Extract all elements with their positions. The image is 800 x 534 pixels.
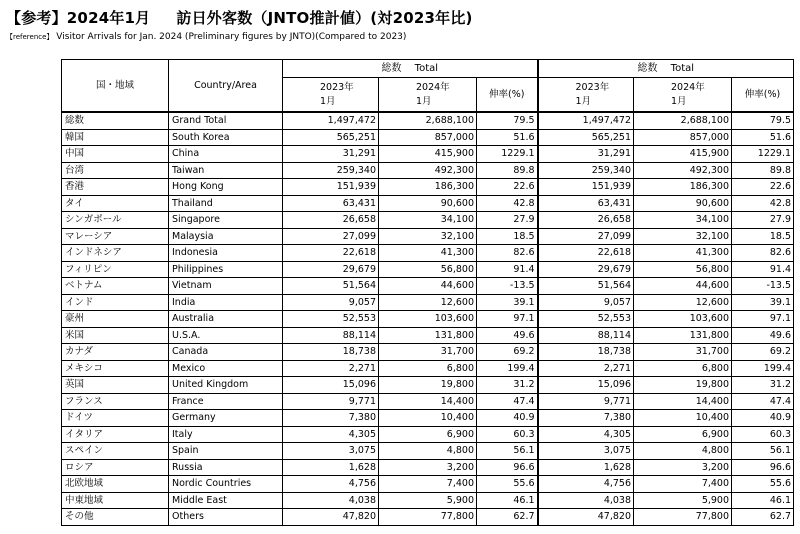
- cell-rate: 46.1: [477, 492, 538, 509]
- cell-region-en: Taiwan: [169, 162, 283, 179]
- cell-2024-b: 34,100: [634, 212, 732, 229]
- table-row: [62, 278, 794, 295]
- cell-region-en: Grand Total: [169, 112, 283, 129]
- cell-2024: 19,800: [379, 377, 477, 394]
- cell-region-jp: マレーシア: [62, 228, 169, 245]
- table-row: [62, 459, 794, 476]
- header-region-jp: 国・地域: [62, 60, 169, 113]
- title-right: 訪日外客数（JNTO推計値）(対2023年比): [176, 9, 473, 27]
- header-row-1: [62, 60, 794, 78]
- cell-2024: 41,300: [379, 245, 477, 262]
- cell-2023-b: 1,628: [538, 459, 634, 476]
- cell-2023-b: 4,305: [538, 426, 634, 443]
- cell-rate: 199.4: [477, 360, 538, 377]
- cell-region-en: Russia: [169, 459, 283, 476]
- cell-2023: 1,497,472: [283, 112, 379, 129]
- cell-rate: -13.5: [477, 278, 538, 295]
- cell-2024-b: 415,900: [634, 146, 732, 163]
- table-row: [62, 179, 794, 196]
- cell-rate-b: 89.8: [732, 162, 794, 179]
- header-2023-b: 2023年 1月: [538, 78, 634, 113]
- cell-region-en: Singapore: [169, 212, 283, 229]
- table-row: [62, 261, 794, 278]
- cell-rate-b: 79.5: [732, 112, 794, 129]
- cell-region-jp: インド: [62, 294, 169, 311]
- cell-2024-b: 77,800: [634, 509, 732, 526]
- cell-2023: 9,771: [283, 393, 379, 410]
- cell-2023: 31,291: [283, 146, 379, 163]
- cell-region-jp: スペイン: [62, 443, 169, 460]
- cell-2023: 7,380: [283, 410, 379, 427]
- cell-rate-b: 51.6: [732, 129, 794, 146]
- cell-rate-b: 31.2: [732, 377, 794, 394]
- header-rate-b: 伸率(%): [732, 78, 794, 113]
- cell-2024-b: 6,800: [634, 360, 732, 377]
- cell-2024-b: 44,600: [634, 278, 732, 295]
- cell-2024: 77,800: [379, 509, 477, 526]
- cell-region-en: Indonesia: [169, 245, 283, 262]
- cell-region-en: Australia: [169, 311, 283, 328]
- header-2024: 2024年 1月: [379, 78, 477, 113]
- cell-2024: 5,900: [379, 492, 477, 509]
- cell-2023-b: 9,771: [538, 393, 634, 410]
- cell-rate-b: -13.5: [732, 278, 794, 295]
- table-row: [62, 327, 794, 344]
- cell-region-jp: その他: [62, 509, 169, 526]
- cell-rate: 91.4: [477, 261, 538, 278]
- cell-2023-b: 52,553: [538, 311, 634, 328]
- cell-2023: 26,658: [283, 212, 379, 229]
- cell-2023: 565,251: [283, 129, 379, 146]
- table-row: [62, 146, 794, 163]
- cell-2024-b: 90,600: [634, 195, 732, 212]
- cell-2024: 44,600: [379, 278, 477, 295]
- table-row: [62, 476, 794, 493]
- header-rate: 伸率(%): [477, 78, 538, 113]
- cell-region-jp: 中東地域: [62, 492, 169, 509]
- cell-2023: 63,431: [283, 195, 379, 212]
- cell-2024: 2,688,100: [379, 112, 477, 129]
- cell-region-jp: ベトナム: [62, 278, 169, 295]
- table-row: [62, 377, 794, 394]
- cell-2024: 415,900: [379, 146, 477, 163]
- cell-rate: 55.6: [477, 476, 538, 493]
- cell-rate-b: 69.2: [732, 344, 794, 361]
- header-2023: 2023年 1月: [283, 78, 379, 113]
- cell-2023: 1,628: [283, 459, 379, 476]
- cell-2023-b: 151,939: [538, 179, 634, 196]
- cell-2024: 3,200: [379, 459, 477, 476]
- cell-rate: 60.3: [477, 426, 538, 443]
- cell-2024-b: 131,800: [634, 327, 732, 344]
- table-row: [62, 129, 794, 146]
- cell-2024: 186,300: [379, 179, 477, 196]
- cell-2023-b: 63,431: [538, 195, 634, 212]
- table-row: [62, 311, 794, 328]
- cell-rate-b: 1229.1: [732, 146, 794, 163]
- cell-region-en: Spain: [169, 443, 283, 460]
- table-row: [62, 212, 794, 229]
- cell-2024: 6,900: [379, 426, 477, 443]
- cell-2024: 103,600: [379, 311, 477, 328]
- cell-rate-b: 199.4: [732, 360, 794, 377]
- cell-region-jp: シンガポール: [62, 212, 169, 229]
- cell-region-en: Others: [169, 509, 283, 526]
- table-row: [62, 492, 794, 509]
- table-row: [62, 509, 794, 526]
- cell-region-en: Malaysia: [169, 228, 283, 245]
- cell-2024-b: 32,100: [634, 228, 732, 245]
- cell-rate-b: 22.6: [732, 179, 794, 196]
- cell-region-jp: 韓国: [62, 129, 169, 146]
- cell-rate: 79.5: [477, 112, 538, 129]
- table-row: [62, 245, 794, 262]
- cell-2023-b: 26,658: [538, 212, 634, 229]
- cell-rate: 62.7: [477, 509, 538, 526]
- cell-rate: 97.1: [477, 311, 538, 328]
- cell-rate: 82.6: [477, 245, 538, 262]
- cell-region-en: Canada: [169, 344, 283, 361]
- cell-2024: 131,800: [379, 327, 477, 344]
- cell-2024: 56,800: [379, 261, 477, 278]
- cell-rate: 39.1: [477, 294, 538, 311]
- cell-region-jp: 香港: [62, 179, 169, 196]
- cell-region-jp: 台湾: [62, 162, 169, 179]
- cell-2023: 4,756: [283, 476, 379, 493]
- cell-2023: 15,096: [283, 377, 379, 394]
- cell-region-jp: 米国: [62, 327, 169, 344]
- table-row: [62, 294, 794, 311]
- cell-rate: 22.6: [477, 179, 538, 196]
- cell-2024: 12,600: [379, 294, 477, 311]
- cell-rate-b: 56.1: [732, 443, 794, 460]
- cell-2023-b: 259,340: [538, 162, 634, 179]
- cell-rate-b: 27.9: [732, 212, 794, 229]
- cell-2024-b: 4,800: [634, 443, 732, 460]
- table-row: [62, 112, 794, 129]
- cell-2023-b: 4,756: [538, 476, 634, 493]
- header-group-total-2: 総数 Total: [538, 60, 794, 78]
- table-row: [62, 410, 794, 427]
- page-title: [6, 7, 473, 28]
- cell-rate: 40.9: [477, 410, 538, 427]
- cell-2023: 18,738: [283, 344, 379, 361]
- cell-region-en: India: [169, 294, 283, 311]
- cell-rate-b: 60.3: [732, 426, 794, 443]
- header-region-en: Country/Area: [169, 60, 283, 113]
- cell-rate-b: 40.9: [732, 410, 794, 427]
- cell-2023: 4,038: [283, 492, 379, 509]
- cell-rate: 96.6: [477, 459, 538, 476]
- cell-region-jp: 豪州: [62, 311, 169, 328]
- cell-2024: 857,000: [379, 129, 477, 146]
- cell-2024: 90,600: [379, 195, 477, 212]
- cell-2023: 51,564: [283, 278, 379, 295]
- cell-rate: 49.6: [477, 327, 538, 344]
- cell-2024-b: 857,000: [634, 129, 732, 146]
- cell-2024-b: 2,688,100: [634, 112, 732, 129]
- page-subtitle: [6, 32, 406, 42]
- visitor-arrivals-table: [61, 59, 794, 526]
- cell-2024-b: 3,200: [634, 459, 732, 476]
- cell-2023-b: 18,738: [538, 344, 634, 361]
- cell-region-en: Philippines: [169, 261, 283, 278]
- cell-2023-b: 47,820: [538, 509, 634, 526]
- cell-2024-b: 56,800: [634, 261, 732, 278]
- cell-2024: 492,300: [379, 162, 477, 179]
- table-row: [62, 195, 794, 212]
- cell-region-en: U.S.A.: [169, 327, 283, 344]
- cell-2024: 10,400: [379, 410, 477, 427]
- cell-rate: 51.6: [477, 129, 538, 146]
- cell-rate-b: 39.1: [732, 294, 794, 311]
- cell-2023: 9,057: [283, 294, 379, 311]
- cell-2024-b: 12,600: [634, 294, 732, 311]
- cell-2023-b: 7,380: [538, 410, 634, 427]
- cell-2023-b: 15,096: [538, 377, 634, 394]
- cell-region-en: Vietnam: [169, 278, 283, 295]
- cell-2023-b: 29,679: [538, 261, 634, 278]
- cell-region-en: South Korea: [169, 129, 283, 146]
- cell-2023-b: 27,099: [538, 228, 634, 245]
- reference-tag: 【reference】: [6, 33, 54, 41]
- cell-2024-b: 492,300: [634, 162, 732, 179]
- table-row: [62, 228, 794, 245]
- cell-2023-b: 9,057: [538, 294, 634, 311]
- table-row: [62, 360, 794, 377]
- cell-2023: 29,679: [283, 261, 379, 278]
- cell-rate: 56.1: [477, 443, 538, 460]
- cell-rate: 89.8: [477, 162, 538, 179]
- cell-2023: 47,820: [283, 509, 379, 526]
- table-row: [62, 393, 794, 410]
- cell-region-jp: ロシア: [62, 459, 169, 476]
- cell-2024-b: 6,900: [634, 426, 732, 443]
- table-row: [62, 162, 794, 179]
- cell-2024-b: 10,400: [634, 410, 732, 427]
- cell-region-jp: 総数: [62, 112, 169, 129]
- cell-rate-b: 82.6: [732, 245, 794, 262]
- cell-2023-b: 565,251: [538, 129, 634, 146]
- cell-rate-b: 62.7: [732, 509, 794, 526]
- cell-region-en: Middle East: [169, 492, 283, 509]
- cell-rate-b: 18.5: [732, 228, 794, 245]
- cell-region-jp: ドイツ: [62, 410, 169, 427]
- cell-2024: 31,700: [379, 344, 477, 361]
- cell-rate: 31.2: [477, 377, 538, 394]
- cell-region-en: Hong Kong: [169, 179, 283, 196]
- cell-2024: 34,100: [379, 212, 477, 229]
- cell-2024-b: 31,700: [634, 344, 732, 361]
- cell-region-en: United Kingdom: [169, 377, 283, 394]
- cell-rate-b: 42.8: [732, 195, 794, 212]
- cell-2023-b: 1,497,472: [538, 112, 634, 129]
- cell-rate: 18.5: [477, 228, 538, 245]
- subtitle-text: Visitor Arrivals for Jan. 2024 (Preliminary figures by JNTO)(Compared to 2023): [53, 32, 407, 42]
- cell-2023: 259,340: [283, 162, 379, 179]
- cell-2024-b: 19,800: [634, 377, 732, 394]
- cell-2023: 52,553: [283, 311, 379, 328]
- cell-rate-b: 97.1: [732, 311, 794, 328]
- cell-rate-b: 49.6: [732, 327, 794, 344]
- cell-region-en: Germany: [169, 410, 283, 427]
- cell-region-en: Mexico: [169, 360, 283, 377]
- cell-2024-b: 14,400: [634, 393, 732, 410]
- cell-rate: 1229.1: [477, 146, 538, 163]
- cell-2024: 14,400: [379, 393, 477, 410]
- cell-rate-b: 55.6: [732, 476, 794, 493]
- cell-region-jp: タイ: [62, 195, 169, 212]
- cell-region-jp: インドネシア: [62, 245, 169, 262]
- cell-2023: 2,271: [283, 360, 379, 377]
- cell-rate: 27.9: [477, 212, 538, 229]
- cell-2024-b: 7,400: [634, 476, 732, 493]
- cell-2024: 6,800: [379, 360, 477, 377]
- cell-rate-b: 47.4: [732, 393, 794, 410]
- cell-2023: 4,305: [283, 426, 379, 443]
- table-row: [62, 344, 794, 361]
- cell-2024: 4,800: [379, 443, 477, 460]
- cell-region-en: Italy: [169, 426, 283, 443]
- cell-2024-b: 41,300: [634, 245, 732, 262]
- cell-2023: 22,618: [283, 245, 379, 262]
- table-row: [62, 426, 794, 443]
- cell-2024: 32,100: [379, 228, 477, 245]
- cell-region-jp: カナダ: [62, 344, 169, 361]
- cell-2023: 27,099: [283, 228, 379, 245]
- cell-2024-b: 186,300: [634, 179, 732, 196]
- cell-2023: 88,114: [283, 327, 379, 344]
- cell-region-jp: 英国: [62, 377, 169, 394]
- cell-2023-b: 88,114: [538, 327, 634, 344]
- cell-2023-b: 51,564: [538, 278, 634, 295]
- cell-region-jp: 北欧地域: [62, 476, 169, 493]
- header-group-total-1: 総数 Total: [283, 60, 538, 78]
- cell-rate: 47.4: [477, 393, 538, 410]
- cell-rate: 69.2: [477, 344, 538, 361]
- cell-rate-b: 46.1: [732, 492, 794, 509]
- header-2024-b: 2024年 1月: [634, 78, 732, 113]
- cell-region-jp: イタリア: [62, 426, 169, 443]
- cell-2024-b: 5,900: [634, 492, 732, 509]
- cell-2024: 7,400: [379, 476, 477, 493]
- cell-region-jp: メキシコ: [62, 360, 169, 377]
- cell-region-en: China: [169, 146, 283, 163]
- cell-region-en: France: [169, 393, 283, 410]
- table-row: [62, 443, 794, 460]
- cell-rate-b: 91.4: [732, 261, 794, 278]
- title-left: 【参考】2024年1月: [6, 9, 151, 27]
- cell-region-en: Thailand: [169, 195, 283, 212]
- cell-2023-b: 22,618: [538, 245, 634, 262]
- cell-rate-b: 96.6: [732, 459, 794, 476]
- cell-2023-b: 31,291: [538, 146, 634, 163]
- cell-2023-b: 4,038: [538, 492, 634, 509]
- cell-2023-b: 3,075: [538, 443, 634, 460]
- cell-2023-b: 2,271: [538, 360, 634, 377]
- cell-2023: 3,075: [283, 443, 379, 460]
- cell-region-jp: フランス: [62, 393, 169, 410]
- cell-rate: 42.8: [477, 195, 538, 212]
- cell-region-jp: 中国: [62, 146, 169, 163]
- cell-2023: 151,939: [283, 179, 379, 196]
- cell-region-en: Nordic Countries: [169, 476, 283, 493]
- cell-region-jp: フィリピン: [62, 261, 169, 278]
- cell-2024-b: 103,600: [634, 311, 732, 328]
